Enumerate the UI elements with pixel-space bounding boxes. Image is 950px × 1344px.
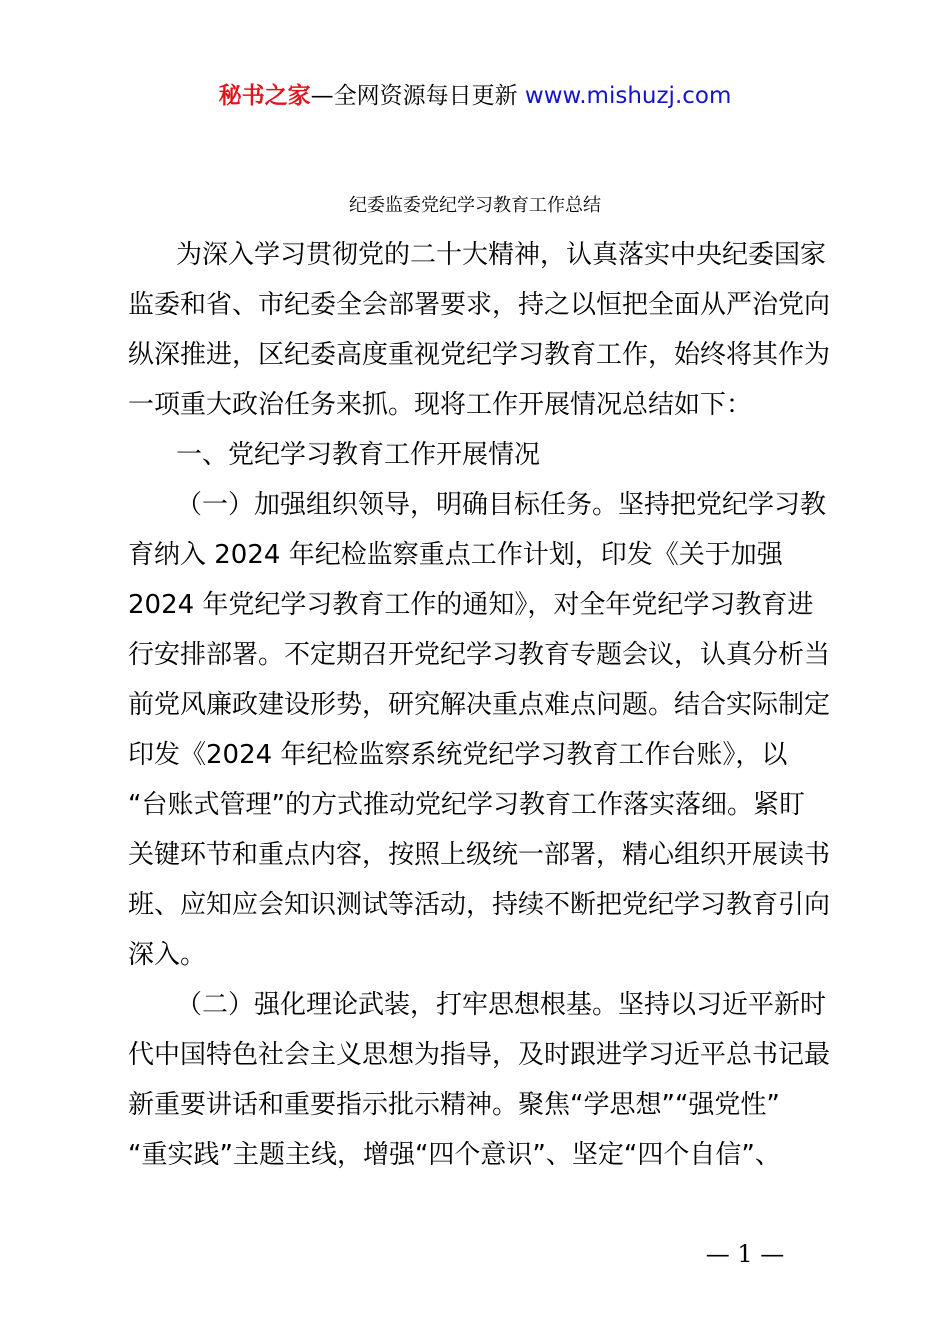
body-line: 监委和省、市纪委全会部署要求，持之以恒把全面从严治党向 [128,290,831,320]
document-title: 纪委监委党纪学习教育工作总结 [349,195,601,216]
body-line: 一项重大政治任务来抓。现将工作开展情况总结如下： [128,390,753,420]
body-line: 为深入学习贯彻党的二十大精神，认真落实中央纪委国家 [176,240,827,270]
brand-name: 秘书之家 [218,83,311,109]
body-line: 行安排部署。不定期召开党纪学习教育专题会议，认真分析当 [128,640,831,670]
body-line: 前党风廉政建设形势，研究解决重点难点问题。结合实际制定 [128,690,831,720]
body-line: “台账式管理”的方式推动党纪学习教育工作落实落细。紧盯 [128,790,805,820]
page-number: — 1 — [705,1240,785,1268]
body-line: 新重要讲话和重要指示批示精神。聚焦“学思想”“强党性” [128,1090,780,1120]
section-heading: 一、党纪学习教育工作开展情况 [176,440,541,470]
body-line: 关键环节和重点内容，按照上级统一部署，精心组织开展读书 [128,840,831,870]
site-url: www.mishuzj.com [524,83,732,109]
body-line: 深入。 [128,940,207,970]
body-line: 纵深推进，区纪委高度重视党纪学习教育工作，始终将其作为 [128,340,831,370]
site-banner [0,80,950,112]
body-line: 2024 年党纪学习教育工作的通知》，对全年党纪学习教育进 [128,590,814,620]
body-line: “重实践”主题主线，增强“四个意识”、坚定“四个自信”、 [128,1140,781,1170]
body-line: 班、应知应会知识测试等活动，持续不断把党纪学习教育引向 [128,890,831,920]
body-line: 育纳入 2024 年纪检监察重点工作计划，印发《关于加强 [128,540,783,570]
body-line: 代中国特色社会主义思想为指导，及时跟进学习近平总书记最 [128,1040,831,1070]
banner-tagline: —全网资源每日更新 [310,83,525,109]
body-line: （二）强化理论武装，打牢思想根基。坚持以习近平新时 [176,990,827,1020]
body-line: 印发《2024 年纪检监察系统党纪学习教育工作台账》，以 [128,740,788,770]
body-line: （一）加强组织领导，明确目标任务。坚持把党纪学习教 [176,490,827,520]
